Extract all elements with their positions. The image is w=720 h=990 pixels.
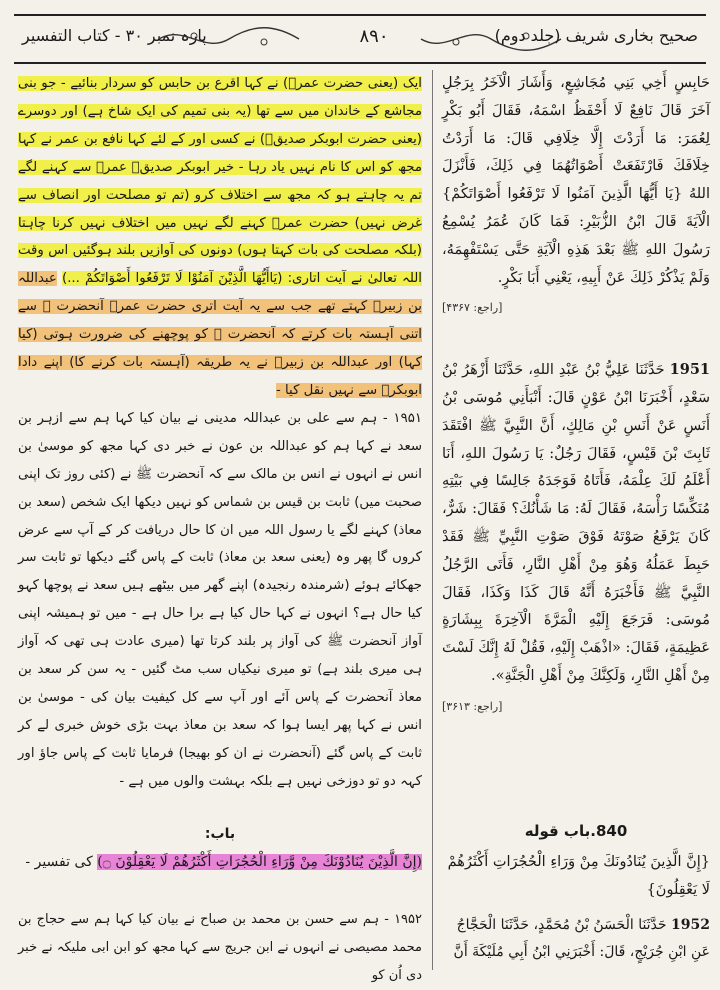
hadith-1952-arabic: [442, 912, 710, 966]
header-section-title: پارہ نمبر ۳۰ - کتاب التفسیر: [22, 26, 207, 45]
floral-ornament-icon: [154, 22, 304, 56]
hadith-number: 1951: [669, 361, 710, 379]
chapter-heading-urdu: باب:: [204, 826, 236, 842]
arabic-passage: حَابِسٍ أَخِي بَنِي مُجَاشِعٍ، وَأَشَارَ الْآخَرُ بِرَجُلٍ آخَرَ قَالَ نَافِعٌ لَا أَحْفَظُ اسْمَهُ، فَقَالَ أَبُو بَكْرٍ لِعُمَرَ: مَا أَرَدْتَ إِلَّا خِلَافِي قَالَ: مَا أَرَدْتُ خِلَافَكَ فَارْتَفَعَتْ أَصْوَاتُهُمَا فِي ذَلِكَ، فَأَنْزَلَ اللهُ {يَا أَيُّهَا الَّذِينَ آمَنُوا لَا تَرْفَعُوا أَصْوَاتَكُمْ} الْآيَةَ قَالَ ابْنُ الزُّبَيْرِ: فَمَا كَانَ عُمَرُ يُسْمِعُ رَسُولَ اللهِ ﷺ بَعْدَ هَذِهِ الْآيَةِ حَتَّى يَسْتَفْهِمَهُ، وَلَمْ يَذْكُرْ ذَلِكَ عَنْ أَبِيهِ، يَعْنِي أَبَا بَكْرٍ.: [442, 75, 710, 286]
highlighted-passage-yellow: ایک (یعنی حضرت عمرؓ) نے کہا اقرع بن حابس کو سردار بنائیے - جو بنی مجاشع کے خاندان میں سے تھا (یہ بنی تمیم کی ایک شاخ ہے) اور دوسرے (یعنی حضرت ابوبکر صدیقؓ) نے کسی اور کے لئے کہا نافع بن عمر نے کہا مجھ کو اس کا نام نہیں یاد رہا - خیر ابوبکر صدیقؓ عمرؓ سے کہنے لگے تم یہ چاہتے ہو کہ مجھ سے اختلاف کرو (تم تو مصلحت اور انصاف سے غرض نہیں) حضرت عمرؓ کہنے لگے نہیں میں اختلاف نہیں کرنا چاہتا (بلکہ مصلحت کی بات کہتا ہوں) دونوں کی آوازیں بلند ہوگئیں اس وقت اللہ تعالیٰ نے آیت اتاری: (یَاأَیُّهَا الَّذِیْنَ آمَنُوْا لَا تَرْفَعُوا أَصْوَاتَكُمْ ...): [18, 76, 422, 287]
column-divider: [432, 70, 433, 970]
reference-note: [راجع: ۳۶۱۳]: [442, 699, 503, 713]
hadith-1951-arabic: حَدَّثَنَا عَلِيُّ بْنُ عَبْدِ اللهِ، حَدَّثَنَا أَزْهَرُ بْنُ سَعْدٍ، أَخْبَرَنَا ابْنُ عَوْنٍ قَالَ: أَنْبَأَنِي مُوسَى بْنُ أَنَسٍ عَنْ أَنَسِ بْنِ مَالِكٍ، أَنَّ النَّبِيَّ ﷺ افْتَقَدَ ثَابِتَ بْنَ قَيْسٍ، فَقَالَ رَجُلٌ: يَا رَسُولَ اللهِ، أَنَا أَعْلَمُ لَكَ عِلْمَهُ، فَأَتَاهُ فَوَجَدَهُ جَالِسًا فِي بَيْتِهِ مُنَكِّسًا رَأْسَهُ، فَقَالَ لَهُ: مَا شَأْنُكَ؟ فَقَالَ: شَرٌّ، كَانَ يَرْفَعُ صَوْتَهُ فَوْقَ صَوْتِ النَّبِيِّ ﷺ فَقَدْ حَبِطَ عَمَلُهُ وَهُوَ مِنْ أَهْلِ النَّارِ، فَأَتَى الرَّجُلُ النَّبِيَّ ﷺ فَأَخْبَرَهُ أَنَّهُ قَالَ كَذَا وَكَذَا، فَقَالَ مُوسَى: فَرَجَعَ إِلَيْهِ الْمَرَّةَ الْآخِرَةَ بِبِشَارَةٍ عَظِيمَةٍ، فَقَالَ: «اذْهَبْ إِلَيْهِ، فَقُلْ لَهُ إِنَّكَ لَسْتَ مِنْ أَهْلِ النَّارِ، وَلَكِنَّكَ مِنْ أَهْلِ الْجَنَّةِ».: [442, 362, 710, 684]
header-book-title: صحیح بخاری شریف (جلد دوم): [494, 26, 698, 45]
highlighted-passage-orange: عبداللہ بن زبیرؓ کہتے تھے جب سے یہ آیت اتری حضرت عمرؓ آنحضرت ﷺ سے اتنی آہستہ بات کرتے کہ آنحضرت ﷺ کو پوچھنے کی ضرورت ہوتی (کیا کہا) اور عبداللہ بن زبیرؓ نے یہ طریقہ (آہستہ بات کرنے کا) اپنے دادا ابوبکرؓ سے نہیں نقل کیا -: [18, 271, 422, 398]
page-number: ۸۹۰: [359, 26, 389, 47]
verse-note: کی تفسیر -: [25, 854, 93, 870]
highlighted-verse-pink: (إِنَّ الَّذِیْنَ یُنَادُوْنَكَ مِنْ وَّرَاءِ الْحُجُرَاتِ أَكْثَرُهُمْ لَا یَعْقِلُوْنَ ۝): [97, 854, 422, 870]
verse-urdu-block: [18, 848, 422, 876]
urdu-translation-column: [18, 70, 422, 796]
quran-verse: {إِنَّ الَّذِينَ يُنَادُونَكَ مِنْ وَرَاءِ الْحُجُرَاتِ أَكْثَرُهُمْ لَا يَعْقِلُونَ}: [447, 854, 710, 898]
hadith-1952-urdu: ۱۹۵۲ - ہم سے حسن بن محمد بن صباح نے بیان کیا کہا ہم سے حجاج بن محمد مصیصی نے انہوں نے ابن جریج سے کہا مجھ کو ابن ابی ملیکہ نے خبر دی اُن کو: [18, 912, 422, 983]
hadith-1951-urdu: ۱۹۵۱ - ہم سے علی بن عبداللہ مدینی نے بیان کیا کہا ہم سے ازہر بن سعد نے کہا ہم کو عبداللہ بن عون نے خبر دی کہا مجھ کو موسیٰ بن انس نے انہوں نے انس بن مالک سے کہ آنحضرت ﷺ نے (کئی روز تک اپنی صحبت میں) ثابت بن قیس بن شماس کو نہیں دیکھا ایک شخص (سعد بن معاذ) کہنے لگے یا رسول اللہ میں ان کا حال دریافت کر کے آپ سے عرض کروں گا پھر وہ (یعنی سعد بن معاذ) ثابت کے پاس گئے دیکھا تو ثابت سر جھکائے ہوئے (شرمندہ رنجیدہ) اپنے گھر میں بیٹھے ہیں سعد نے پوچھا کہو کیا حال ہے؟ انہوں نے کہا حال کیا ہے برا حال ہے - میں تو ہمیشہ اپنی آواز آنحضرت ﷺ کی آواز پر بلند کرتا تھا (میری عادت ہی تھی کہ آواز ہی میری بلند ہے) تو میری نیکیاں سب مٹ گئیں - یہ سن کر سعد بن معاذ آنحضرت کے پاس آئے اور آپ سے کل کیفیت بیان کی - موسیٰ بن انس نے کہا پھر ایسا ہوا کہ سعد بن معاذ بہت بڑی خوش خبری لے کر ثابت کے پاس گئے (آنحضرت نے ان کو بھیجا) فرمایا ثابت کے پاس جاؤ اور کہہ دو تو دوزخی نہیں ہے بلکہ بہشت والوں میں ہے -: [18, 410, 422, 789]
chapter-heading: 840.باب قوله: [524, 822, 628, 840]
reference-note: [راجع: ۴۳۶۷]: [442, 301, 503, 315]
hadith-number: 1952: [671, 917, 710, 933]
arabic-text-column: [442, 70, 710, 721]
hadith-1952-arabic-text: حَدَّثَنَا الْحَسَنُ بْنُ مُحَمَّدٍ، حَدَّثَنَا الْحَجَّاجُ عَنِ ابْنِ جُرَيْجٍ، قَالَ: أَخْبَرَنِي ابْنُ أَبِي مُلَيْكَةَ أَنَّ: [453, 917, 710, 960]
page-header: [14, 14, 706, 64]
